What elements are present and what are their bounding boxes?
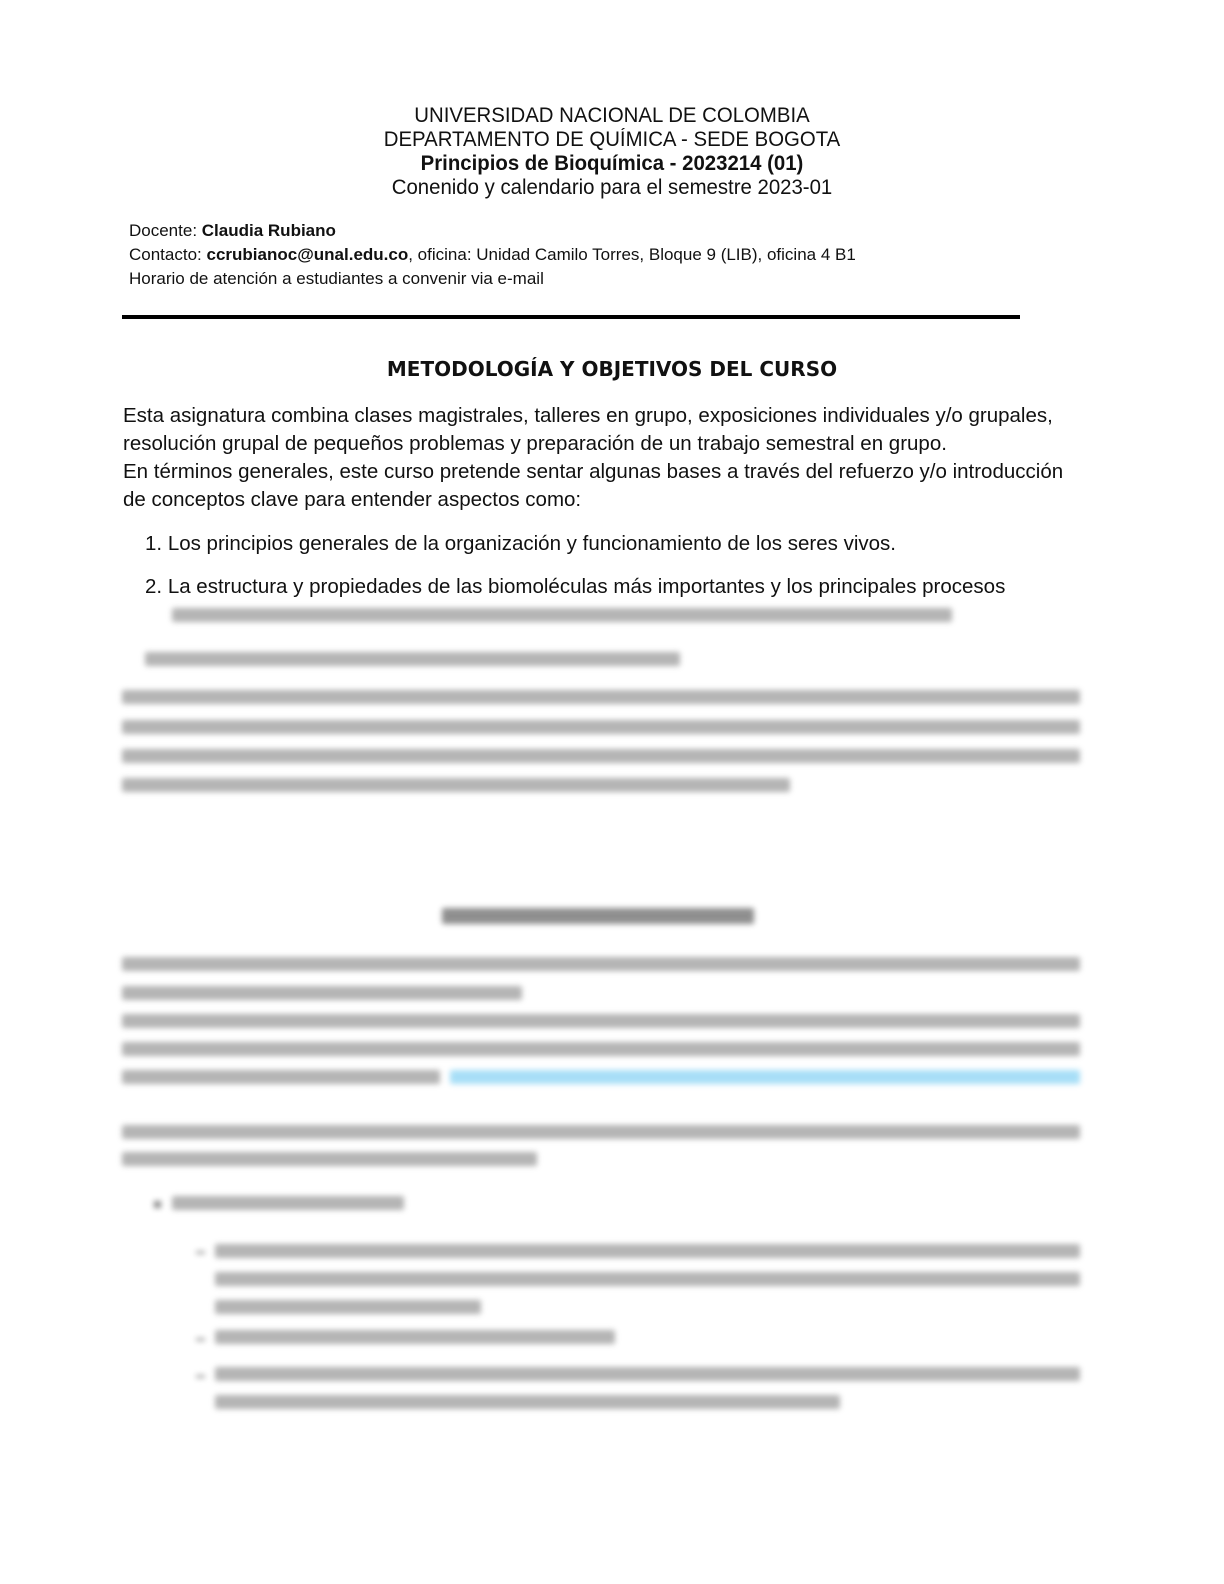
blurred-line	[122, 957, 1080, 971]
list-text: Los principios generales de la organización y funcionamiento de los seres vivos.	[167, 532, 896, 555]
paragraph-line: En términos generales, este curso pretende sentar algunas bases a través del refuerzo y/o introducción	[123, 460, 1064, 483]
paragraph-line: de conceptos clave para entender aspectos como:	[123, 488, 582, 511]
dash-icon	[196, 1338, 205, 1341]
dash-icon	[196, 1375, 205, 1378]
contact-email[interactable]: ccrubianoc@unal.edu.co	[206, 245, 409, 264]
blurred-line	[215, 1367, 1080, 1381]
blurred-line	[172, 608, 952, 622]
list-text: La estructura y propiedades de las biomoléculas más importantes y los principales procesos	[167, 575, 1006, 598]
dash-icon	[196, 1251, 205, 1254]
office-hours: Horario de atención a estudiantes a convenir via e-mail	[129, 269, 544, 288]
document-subtitle: Conenido y calendario para el semestre 2023-01	[391, 176, 833, 199]
blurred-line	[215, 1244, 1080, 1258]
department-name: DEPARTAMENTO DE QUÍMICA - SEDE BOGOTA	[383, 128, 841, 151]
blurred-line	[215, 1330, 615, 1344]
blurred-heading	[442, 908, 754, 924]
blurred-line	[122, 1070, 440, 1084]
blurred-line	[122, 720, 1080, 734]
blurred-line	[215, 1272, 1080, 1286]
blurred-line	[122, 749, 1080, 763]
section-title-methodology: METODOLOGÍA Y OBJETIVOS DEL CURSO	[386, 357, 838, 381]
teacher-label: Docente:	[129, 221, 198, 240]
contact-office: , oficina: Unidad Camilo Torres, Bloque 9 (LIB), oficina 4 B1	[408, 245, 856, 264]
paragraph-line: resolución grupal de pequeños problemas y preparación de un trabajo semestral en grupo.	[123, 432, 947, 455]
paragraph-line: Esta asignatura combina clases magistrales, talleres en grupo, exposiciones individuales y/o grupales,	[123, 404, 1053, 427]
blurred-line	[215, 1300, 481, 1314]
list-number: 2.	[145, 575, 163, 598]
blurred-line	[122, 986, 522, 1000]
blurred-line	[122, 1014, 1080, 1028]
bullet-icon	[154, 1201, 161, 1208]
blurred-line	[145, 652, 680, 666]
list-number: 1.	[145, 532, 163, 555]
teacher-name: Claudia Rubiano	[201, 221, 336, 240]
blurred-line	[122, 690, 1080, 704]
contact-label: Contacto:	[129, 245, 202, 264]
blurred-link[interactable]	[450, 1070, 1080, 1084]
blurred-line	[172, 1196, 404, 1210]
university-name: UNIVERSIDAD NACIONAL DE COLOMBIA	[414, 104, 810, 127]
blurred-line	[122, 1125, 1080, 1139]
blurred-line	[122, 1152, 537, 1166]
course-title: Principios de Bioquímica - 2023214 (01)	[420, 152, 804, 175]
blurred-line	[122, 1042, 1080, 1056]
blurred-line	[215, 1395, 840, 1409]
blurred-line	[122, 778, 790, 792]
